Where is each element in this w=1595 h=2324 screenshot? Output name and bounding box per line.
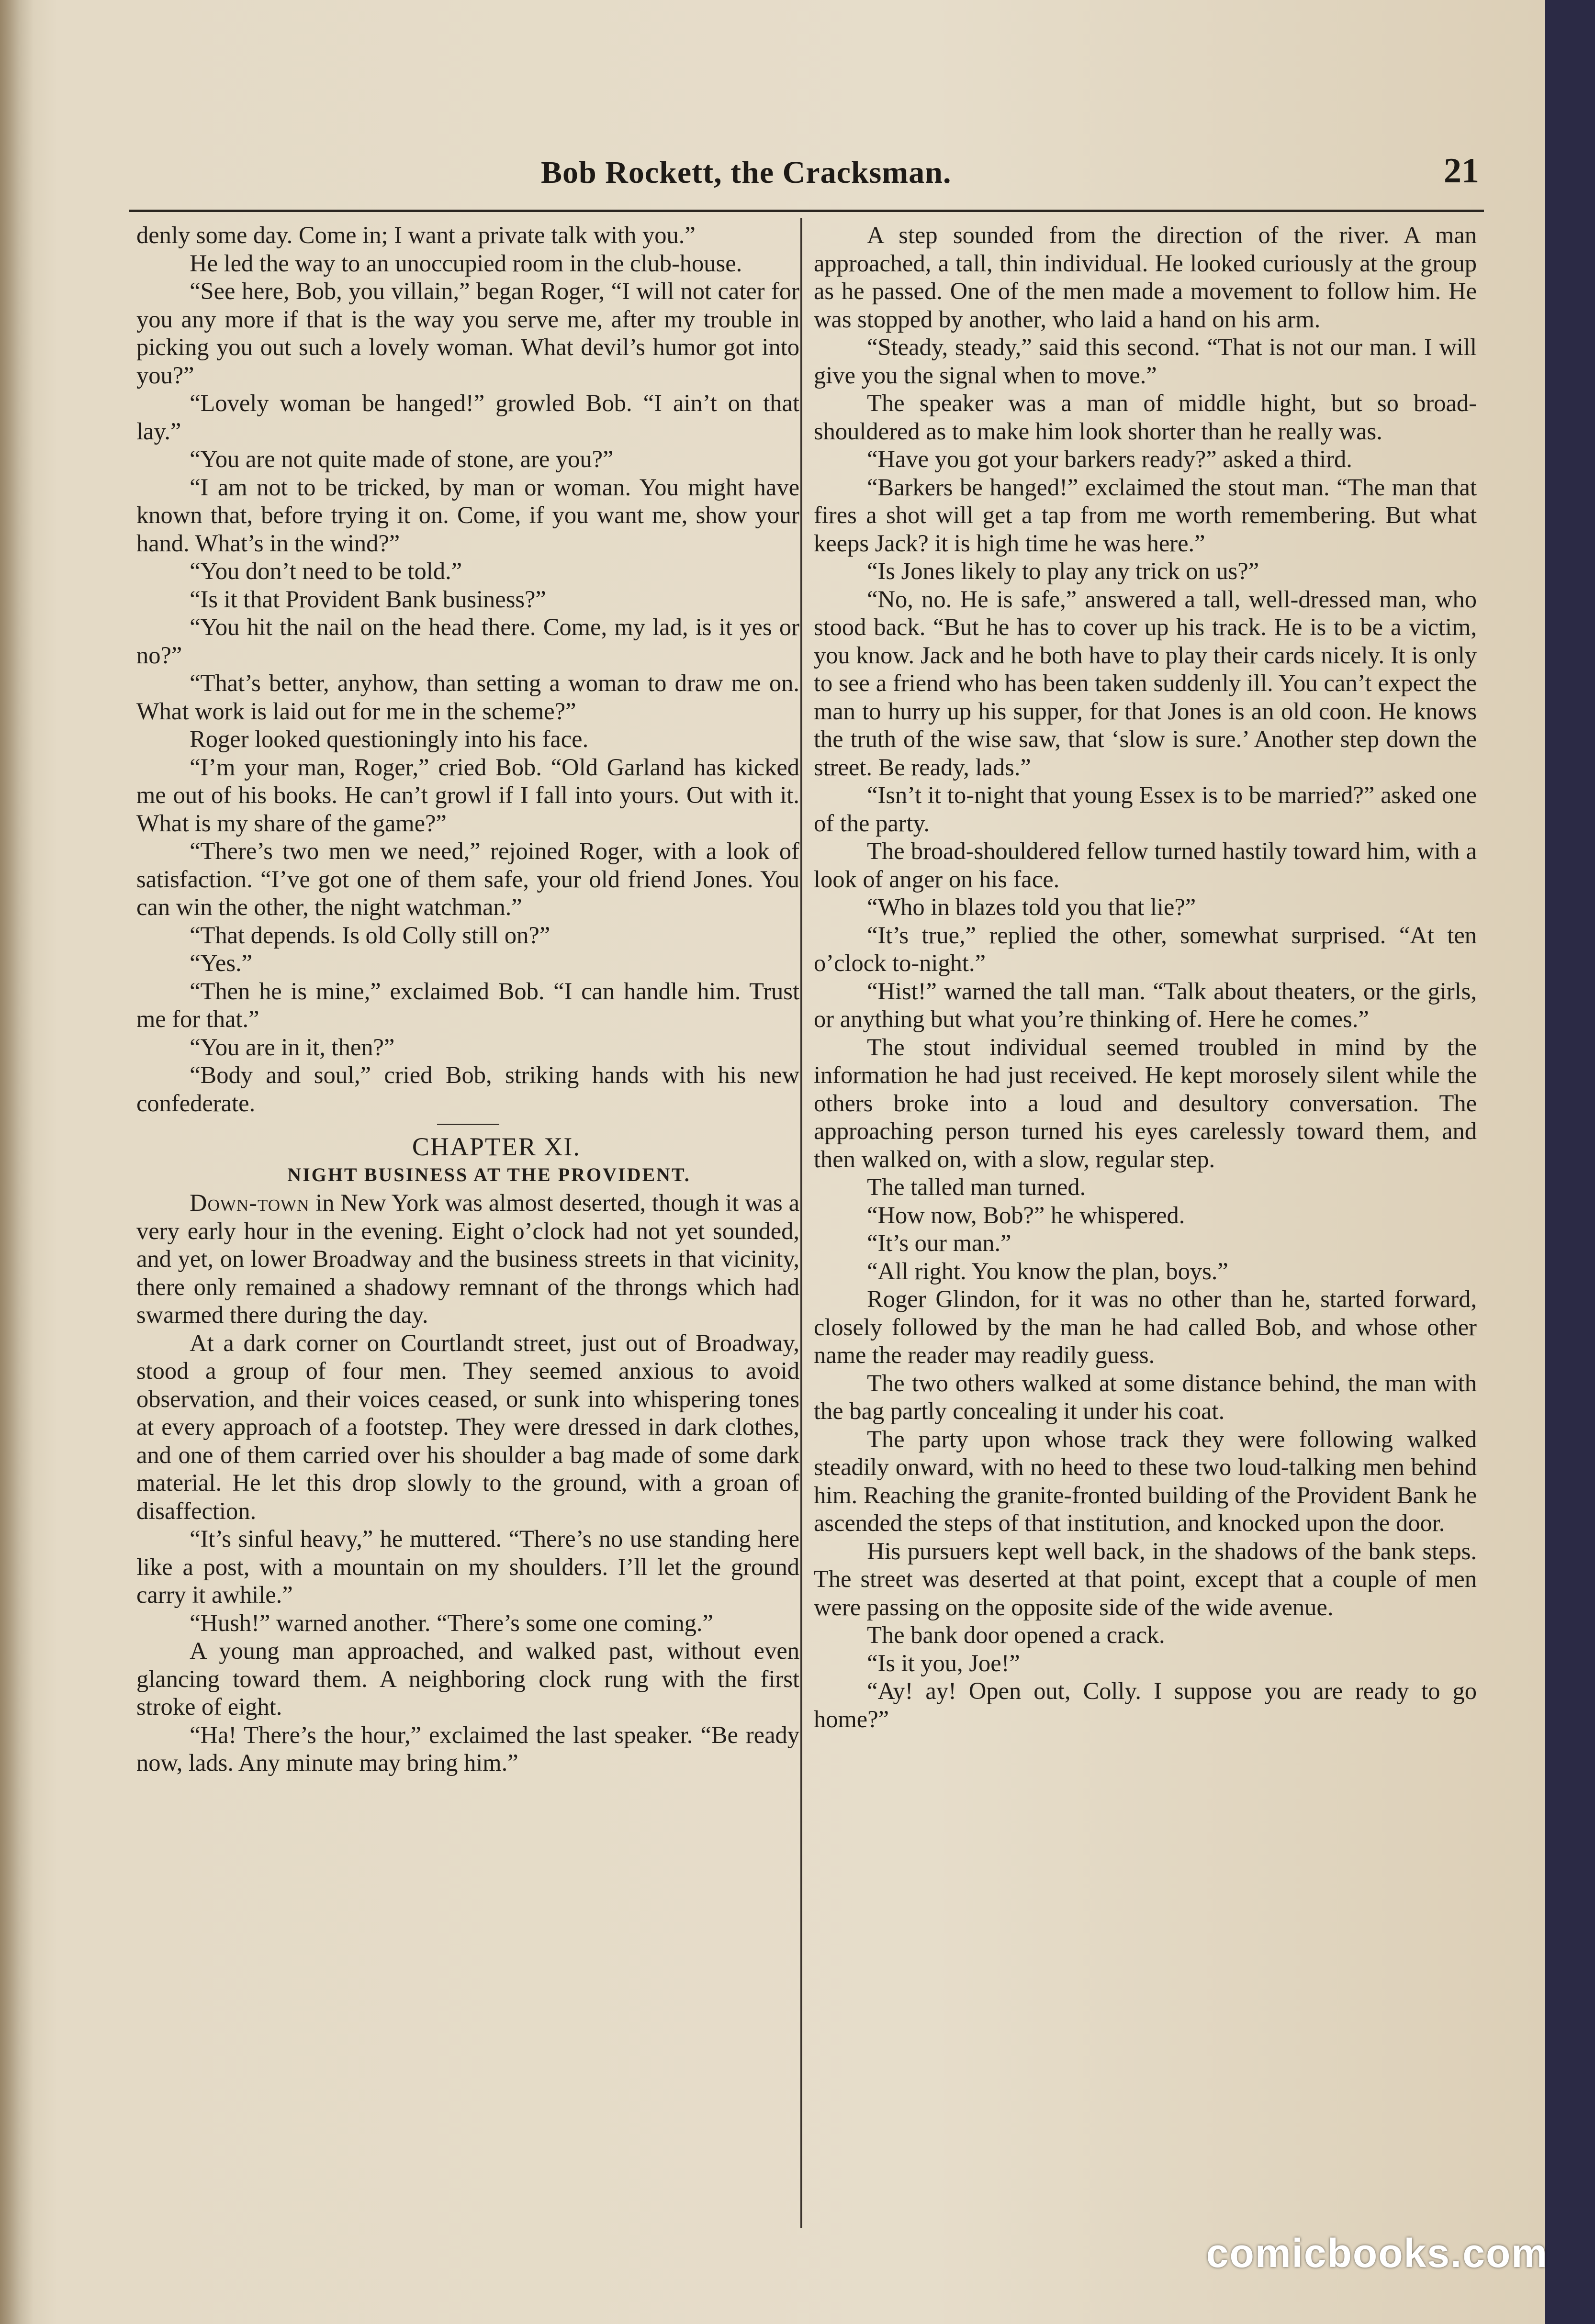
paragraph: “There’s two men we need,” rejoined Roger, with a look of satisfaction. “I’ve got one of them safe, your old friend Jones. You can win the other, the night watchman.”	[136, 838, 799, 920]
paragraph: “Who in blazes told you that lie?”	[867, 894, 1196, 920]
left-column	[136, 221, 799, 1777]
paragraph: “How now, Bob?” he whispered.	[867, 1201, 1185, 1229]
paragraph: Roger looked questioningly into his face.	[190, 726, 589, 752]
paragraph: “Isn’t it to-night that young Essex is to be married?” asked one of the party.	[814, 782, 1477, 837]
paragraph: “Is Jones likely to play any trick on us?”	[867, 558, 1259, 584]
chapter-opening-paragraph	[136, 1189, 799, 1329]
paragraph: “You are not quite made of stone, are you?”	[190, 446, 614, 472]
paragraph: “Ay! ay! Open out, Colly. I suppose you are ready to go home?”	[814, 1677, 1477, 1732]
paragraph: “You don’t need to be told.”	[190, 558, 462, 584]
paragraph: “Is it you, Joe!”	[867, 1649, 1020, 1676]
watermark-logo: comicbooks.com	[1206, 2231, 1548, 2276]
paragraph: “Lovely woman be hanged!” growled Bob. “I ain’t on that lay.”	[136, 390, 799, 445]
right-column	[814, 221, 1477, 1733]
paragraph: The party upon whose track they were following walked steadily onward, with no heed to these two loud-talking men behind him. Reaching the granite-fronted building of the Provident Bank he ascended the steps of that institution, and knocked upon the door.	[814, 1425, 1477, 1536]
paragraph: The speaker was a man of middle hight, but so broad-shouldered as to make him look shorter than he really was.	[814, 390, 1477, 445]
paragraph: The talled man turned.	[867, 1173, 1086, 1200]
chapter-opening-word: Down-town	[190, 1189, 310, 1216]
paragraph: The bank door opened a crack.	[867, 1621, 1165, 1648]
paragraph: A young man approached, and walked past, without even glancing toward them. A neighboring clock rung with the first stroke of eight.	[136, 1637, 799, 1720]
paragraph: “I’m your man, Roger,” cried Bob. “Old Garland has kicked me out of his books. He can’t growl if I fall into yours. Out with it. What is my share of the game?”	[136, 753, 799, 837]
running-title: Bob Rockett, the Cracksman.	[541, 155, 952, 190]
column-divider	[800, 218, 802, 2228]
paragraph: He led the way to an unoccupied room in the club-house.	[190, 249, 742, 277]
paragraph: At a dark corner on Courtlandt street, just out of Broadway, stood a group of four men. They seemed anxious to avoid observation, and their voices ceased, or sunk into whispering tones at every approach of a footstep. They were dressed in dark clothes, and one of them carried over his shoulder a bag made of some dark material. He let this drop slowly to the ground, with a groan of disaffection.	[136, 1329, 799, 1524]
paragraph: “It’s our man.”	[867, 1229, 1011, 1256]
paragraph: “I am not to be tricked, by man or woman. You might have known that, before trying it on. Come, if you want me, show your hand. What’s in the wind?”	[136, 473, 799, 557]
paragraph: “All right. You know the plan, boys.”	[867, 1257, 1228, 1285]
paragraph: “Then he is mine,” exclaimed Bob. “I can handle him. Trust me for that.”	[136, 977, 799, 1032]
paragraph: “It’s true,” replied the other, somewhat surprised. “At ten o’clock to-night.”	[814, 921, 1477, 976]
paragraph: denly some day. Come in; I want a private talk with you.”	[136, 222, 696, 248]
paragraph: A step sounded from the direction of the river. A man approached, a tall, thin individual. He looked curiously at the group as he passed. One of the men made a movement to follow him. He was stopped by another, who laid a hand on his arm.	[814, 222, 1477, 333]
chapter-rule	[437, 1124, 499, 1125]
chapter-subtitle: NIGHT BUSINESS AT THE PROVIDENT.	[287, 1163, 691, 1185]
paragraph: “Have you got your barkers ready?” asked a third.	[867, 446, 1352, 472]
paragraph: “That’s better, anyhow, than setting a woman to draw me on. What work is laid out for me in the scheme?”	[136, 670, 799, 725]
paragraph: “Steady, steady,” said this second. “That is not our man. I will give you the signal when to move.”	[814, 334, 1477, 389]
paragraph: “Hush!” warned another. “There’s some one coming.”	[190, 1609, 713, 1636]
paragraph: “See here, Bob, you villain,” began Roger, “I will not cater for you any more if that is the way you serve me, after my trouble in picking you out such a lovely woman. What devil’s humor got into you?”	[136, 278, 799, 389]
paragraph: “Barkers be hanged!” exclaimed the stout man. “The man that fires a shot will get a tap from me worth remembering. But what keeps Jack? it is high time he was here.”	[814, 473, 1477, 557]
left-paragraphs-before	[136, 221, 799, 1117]
paragraph: The broad-shouldered fellow turned hastily toward him, with a look of anger on his face.	[814, 838, 1477, 893]
paragraph: “It’s sinful heavy,” he muttered. “There’s no use standing here like a post, with a mountain on my shoulders. I’ll let the ground carry it awhile.”	[136, 1525, 799, 1608]
paragraph: “That depends. Is old Colly still on?”	[190, 921, 550, 949]
page-number: 21	[1444, 151, 1479, 190]
paragraph: “You are in it, then?”	[190, 1033, 395, 1061]
paragraph: Roger Glindon, for it was no other than he, started forward, closely followed by the man he had called Bob, and whose other name the reader may readily guess.	[814, 1285, 1477, 1368]
header-rule	[129, 210, 1484, 212]
paragraph: The stout individual seemed troubled in mind by the information he had just received. He kept morosely silent while the others broke into a loud and desultory conversation. The approaching person turned his eyes carelessly toward them, and then walked on, with a slow, regular step.	[814, 1033, 1477, 1173]
paragraph: His pursuers kept well back, in the shadows of the bank steps. The street was deserted at that point, except that a couple of men were passing on the opposite side of the wide avenue.	[814, 1537, 1477, 1620]
paragraph: “No, no. He is safe,” answered a tall, well-dressed man, who stood back. “But he has to cover up his track. He is to be a victim, you know. Jack and he both have to play their cards nicely. It is only to see a friend who has been taken suddenly ill. You can’t expect the man to hurry up his supper, for that Jones is an old coon. He knows the truth of the wise saw, that ‘slow is sure.’ Another step down the street. Be ready, lads.”	[814, 585, 1477, 781]
chapter-heading: CHAPTER XI.	[412, 1132, 581, 1161]
paragraph: “Body and soul,” cried Bob, striking hands with his new confederate.	[136, 1061, 799, 1117]
left-paragraphs-after	[136, 1329, 799, 1777]
paragraph: The two others walked at some distance behind, the man with the bag partly concealing it under his coat.	[814, 1369, 1477, 1424]
chapter-opening-text: in New York was almost deserted, though it was a very early hour in the evening. Eight o’clock had not yet sounded, and yet, on lower Broadway and the business streets in that vicinity, there only remained a shadowy remnant of the throngs which had swarmed there during the day.	[136, 1189, 799, 1328]
paragraph: “You hit the nail on the head there. Come, my lad, is it yes or no?”	[136, 614, 799, 669]
paragraph: “Is it that Provident Bank business?”	[190, 585, 546, 613]
running-header	[541, 151, 1479, 203]
right-paragraphs	[814, 221, 1477, 1733]
paragraph: “Ha! There’s the hour,” exclaimed the last speaker. “Be ready now, lads. Any minute may bring him.”	[136, 1721, 799, 1776]
paragraph: “Hist!” warned the tall man. “Talk about theaters, or the girls, or anything but what you’re thinking of. Here he comes.”	[814, 977, 1477, 1032]
paragraph: “Yes.”	[190, 950, 253, 976]
